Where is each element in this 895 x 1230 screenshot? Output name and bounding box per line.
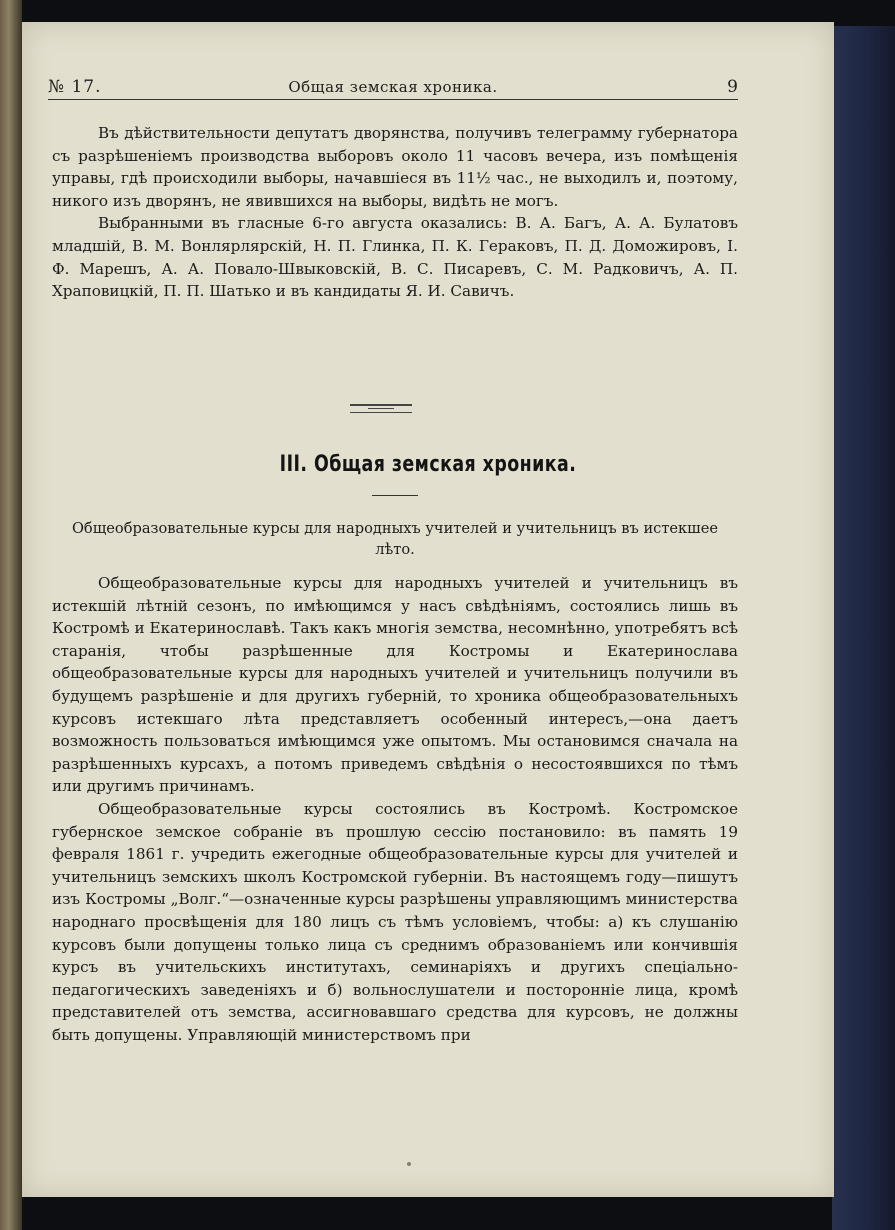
heading-rule xyxy=(372,495,418,496)
body-text xyxy=(52,572,738,1046)
paragraph: Общеобразовательные курсы состоялись въ Костромѣ. Костромское губернское земское собраніе въ прошлую сессію постановило: въ память 19 февраля 1861 г. учредить ежегодные общеобразовательные курсы для учителей и учительницъ земскихъ школъ Костромской губерніи. Въ настоящемъ году—пишутъ изъ Костромы „Волг.“—означенные курсы разрѣшены управляющимъ министерства народнаго просвѣщенія для 180 лицъ съ тѣмъ условіемъ, чтобы: а) къ слушанію курсовъ были допущены только лица съ среднимъ образованіемъ или кончившія курсъ въ учительскихъ институтахъ, семинаріяхъ и другихъ спеціально-педагогическихъ заведеніяхъ и б) вольнослушатели и посторонніе лица, кромѣ представителей отъ земства, ассигновавшаго средства для курсовъ, не должны быть допущены. Управляющій министерствомъ при xyxy=(52,799,738,1044)
paragraph: Въ дѣйствительности депутатъ дворянства, получивъ телеграмму губернатора съ разрѣшеніемъ производства выборовъ около 11 часовъ вечера, изъ помѣщенія управы, гдѣ происходили выборы, начавшіеся въ 11½ час., не выходилъ и, поэтому, никого изъ дворянъ, не явившихся на выборы, видѣть не могъ. xyxy=(52,124,738,210)
section-subtitle: Общеобразовательные курсы для народныхъ учителей и учительницъ въ истекшее лѣто. xyxy=(71,520,719,558)
running-header xyxy=(48,77,738,100)
section-divider-ornament xyxy=(350,404,412,413)
issue-number: № 17. xyxy=(48,77,102,97)
running-title: Общая земская хроника. xyxy=(288,78,498,96)
paper-speck xyxy=(407,1162,411,1166)
page-number: 9 xyxy=(727,77,738,97)
section-heading: III. Общая земская хроника. xyxy=(279,452,577,477)
book-page xyxy=(22,22,834,1197)
book-cover-edge xyxy=(832,26,895,1230)
paragraph: Общеобразовательные курсы для народныхъ учителей и учительницъ въ истекшій лѣтній сезонъ, по имѣющимся у насъ свѣдѣніямъ, состоялись лишь въ Костромѣ и Екатеринославѣ. Такъ какъ многія земства, несомнѣнно, употребятъ всѣ старанія, чтобы разрѣшенные для Костромы и Екатеринослава общеобразовательные курсы для народныхъ учителей и учительницъ получили въ будущемъ разрѣшеніе и для другихъ губерній, то хроника общеобразовательныхъ курсовъ истекшаго лѣта представляетъ особенный интересъ,—она даетъ возможность пользоваться имѣющимся уже опытомъ. Мы остановимся сначала на разрѣшенныхъ курсахъ, а потомъ приведемъ свѣдѣнія о несостоявшихся по тѣмъ или другимъ причинамъ. xyxy=(52,574,738,796)
book-left-edge xyxy=(0,0,22,1230)
paragraph: Выбранными въ гласные 6-го августа оказались: В. А. Багъ, А. А. Булатовъ младшій, В. М. Вонлярлярскій, Н. П. Глинка, П. К. Гераковъ, П. Д. Доможировъ, І. Ф. Марешъ, А. А. Повало-Швыковскій, В. С. Писаревъ, С. М. Радковичъ, А. П. Храповицкій, П. П. Шатько и въ кандидаты Я. И. Савичъ. xyxy=(52,214,738,301)
intro-text xyxy=(52,122,738,303)
